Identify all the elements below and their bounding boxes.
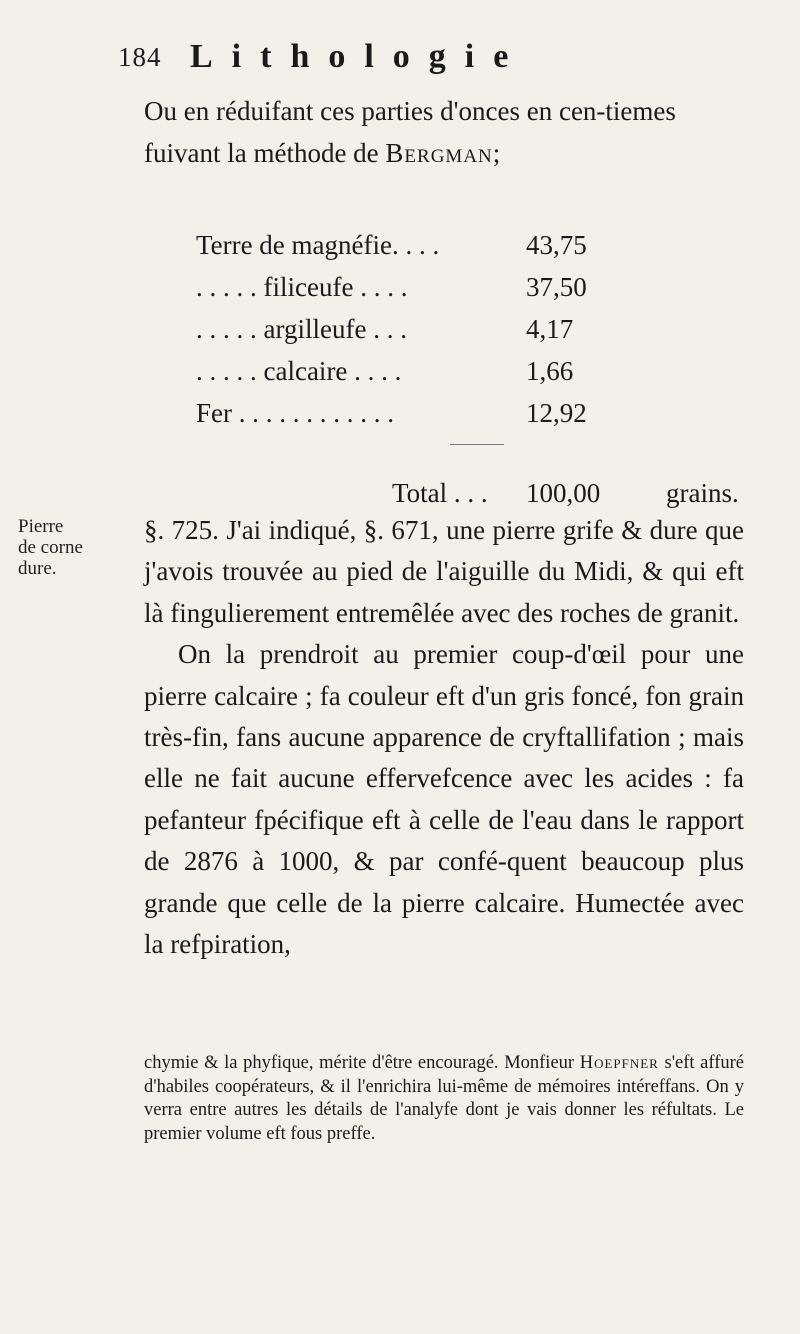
- intro-text: Ou en réduifant ces parties d'onces en cen-tiemes fuivant la méthode de: [144, 96, 676, 168]
- row-label: . . . . . filiceufe . . . .: [196, 272, 408, 302]
- row-value: 1,66: [526, 356, 574, 386]
- margin-note-line: dure.: [18, 558, 57, 579]
- row-value: 4,17: [526, 314, 574, 344]
- table-row: [196, 272, 756, 314]
- paragraph-section-725: §. 725. J'ai indiqué, §. 671, une pierre grife & dure que j'avois trouvée au pied de l'aiguille du Midi, & qui eft là fingulierement entremêlée avec des roches de granit.: [144, 515, 744, 628]
- intro-author: Bergman: [385, 138, 493, 168]
- page-number: 184: [118, 42, 162, 72]
- intro-paragraph: [144, 90, 744, 174]
- table-row: [196, 314, 756, 356]
- margin-note-line: de corne: [18, 537, 83, 558]
- table-row: [196, 356, 756, 398]
- row-label: Terre de magnéfie. . . .: [196, 230, 440, 260]
- body-text: [144, 510, 744, 965]
- running-head: [118, 38, 678, 78]
- paragraph-description: On la prendroit au premier coup-d'œil pour une pierre calcaire ; fa couleur eft d'un gris foncé, fon grain très-fin, fans aucune apparence de cryftallifation ; mais elle ne fait aucune effervefcence avec les acides : fa pefanteur fpécifique eft à celle de l'eau dans le rapport de 2876 à 1000, & par confé-quent beaucoup plus grande que celle de la pierre calcaire. Humectée avec la refpiration,: [144, 639, 744, 960]
- footnote-text-end: s'eft affuré d'habiles coopérateurs, & il l'enrichira lui-même de mémoires intéreffans. On y verra entre autres les détails de l'analyfe dont je vais donner les réfultats. Le premier volume eft fous preffe.: [144, 1053, 744, 1144]
- composition-table: [196, 230, 756, 520]
- intro-punct: ;: [492, 138, 501, 168]
- margin-note-line: Pierre: [18, 516, 64, 537]
- row-label: . . . . . argilleufe . . .: [196, 314, 407, 344]
- sum-rule: [450, 444, 504, 445]
- total-unit: grains.: [666, 478, 739, 508]
- footnote-text: chymie & la phyfique, mérite d'être encouragé. Monfieur: [144, 1053, 580, 1073]
- row-label: . . . . . calcaire . . . .: [196, 356, 402, 386]
- table-row: [196, 398, 756, 440]
- margin-note: [18, 516, 100, 579]
- footnote: [144, 1052, 744, 1146]
- row-value: 37,50: [526, 272, 587, 302]
- row-label: Fer . . . . . . . . . . . .: [196, 398, 394, 428]
- total-label: Total . . .: [392, 478, 488, 508]
- table-row: [196, 230, 756, 272]
- footnote-name: Hoepfner: [579, 1053, 659, 1073]
- running-title: Lithologie: [190, 38, 528, 75]
- row-value: 12,92: [526, 398, 587, 428]
- total-value: 100,00: [526, 478, 601, 508]
- row-value: 43,75: [526, 230, 587, 260]
